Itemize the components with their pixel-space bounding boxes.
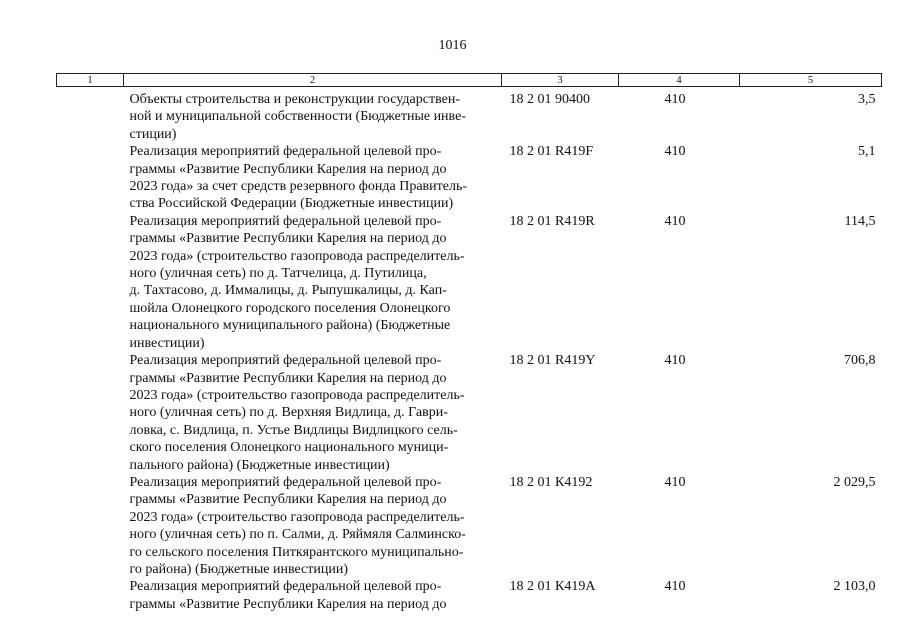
description-line: 2023 года» за счет средств резервного фонда Правитель- (129, 179, 468, 195)
cell-col1 (57, 352, 124, 474)
table-row (57, 578, 882, 613)
description-line: го сельского поселения Питкярантского муниципально- (129, 544, 464, 560)
cell-description (124, 143, 502, 213)
description-line: национального муниципального района) (Бюджетные (129, 318, 451, 334)
description-line: граммы «Развитие Республики Карелия на период до (129, 370, 447, 386)
table-row (57, 213, 882, 352)
description-line: го района) (Бюджетные инвестиции) (129, 561, 349, 577)
table-row (57, 352, 882, 474)
description-line: граммы «Развитие Республики Карелия на период до (129, 161, 447, 177)
cell-target-code: 18 2 01 К419А (509, 579, 596, 595)
description-line: ства Российской Федерации (Бюджетные инвестиции) (129, 196, 454, 212)
description-line: ского поселения Олонецкого национального муници- (129, 440, 449, 456)
cell-col1 (57, 213, 124, 352)
description-line: ного (уличная сеть) по д. Татчелица, д. Путилица, (129, 266, 427, 282)
cell-description (124, 578, 502, 613)
cell-col1 (57, 474, 124, 578)
description-line: граммы «Развитие Республики Карелия на период до (129, 231, 447, 247)
column-header-3: 3 (502, 74, 619, 87)
description-line: Реализация мероприятий федеральной целевой про- (129, 353, 442, 369)
cell-expense-type: 410 (664, 474, 686, 490)
cell-description (124, 213, 502, 352)
cell-description (124, 87, 502, 144)
cell-description (124, 352, 502, 474)
description-line: 2023 года» (строительство газопровода распределитель- (129, 387, 465, 403)
cell-col1 (57, 143, 124, 213)
cell-amount: 2 103,0 (833, 579, 876, 595)
cell-col1 (57, 578, 124, 613)
description-line: пального района) (Бюджетные инвестиции) (129, 457, 390, 473)
description-line: шойла Олонецкого городского поселения Олонецкого (129, 300, 451, 316)
description-line: Реализация мероприятий федеральной целевой про- (129, 144, 442, 160)
budget-table (56, 73, 882, 613)
description-line: ного (уличная сеть) по д. Верхняя Видлица, д. Гаври- (129, 405, 448, 421)
column-header-5: 5 (740, 74, 882, 87)
cell-expense-type: 410 (664, 92, 686, 107)
description-line: граммы «Развитие Республики Карелия на период до (129, 492, 447, 508)
table-row (57, 474, 882, 578)
cell-amount: 3,5 (858, 92, 876, 107)
cell-amount: 2 029,5 (833, 474, 876, 490)
table-body (57, 87, 882, 614)
column-header-2: 2 (124, 74, 502, 87)
cell-amount: 114,5 (844, 213, 876, 229)
cell-col1 (57, 87, 124, 144)
cell-target-code: 18 2 01 К4192 (509, 474, 593, 490)
description-line: стиции) (129, 126, 177, 142)
cell-description (124, 474, 502, 578)
table-row (57, 87, 882, 144)
description-line: ловка, с. Видлица, п. Устье Видлицы Видлицкого сель- (129, 422, 458, 438)
description-line: Реализация мероприятий федеральной целевой про- (129, 213, 442, 229)
page-number: 1016 (438, 38, 467, 53)
cell-target-code: 18 2 01 R419F (509, 144, 594, 160)
cell-amount: 706,8 (844, 353, 876, 369)
table-row (57, 143, 882, 213)
description-line: ного (уличная сеть) по п. Салми, д. Ряймяля Салминско- (129, 527, 466, 543)
column-header-1: 1 (57, 74, 124, 87)
description-line: граммы «Развитие Республики Карелия на период до (129, 596, 447, 612)
table-header-row (57, 74, 882, 87)
description-line: Реализация мероприятий федеральной целевой про- (129, 579, 442, 595)
cell-target-code: 18 2 01 R419Y (509, 353, 596, 369)
column-header-4: 4 (619, 74, 740, 87)
cell-expense-type: 410 (664, 144, 686, 160)
cell-target-code: 18 2 01 R419R (509, 213, 595, 229)
description-line: д. Тахтасово, д. Иммалицы, д. Рыпушкалицы, д. Кап- (129, 283, 447, 299)
cell-amount: 5,1 (858, 144, 876, 160)
cell-expense-type: 410 (664, 579, 686, 595)
description-line: 2023 года» (строительство газопровода распределитель- (129, 509, 465, 525)
description-line: 2023 года» (строительство газопровода распределитель- (129, 248, 465, 264)
cell-expense-type: 410 (664, 213, 686, 229)
description-line: инвестиции) (129, 335, 205, 351)
description-line: Реализация мероприятий федеральной целевой про- (129, 474, 442, 490)
cell-expense-type: 410 (664, 353, 686, 369)
description-line: ной и муниципальной собственности (Бюджетные инве- (129, 109, 466, 125)
cell-target-code: 18 2 01 90400 (509, 92, 590, 107)
description-line: Объекты строительства и реконструкции государствен- (129, 92, 460, 107)
